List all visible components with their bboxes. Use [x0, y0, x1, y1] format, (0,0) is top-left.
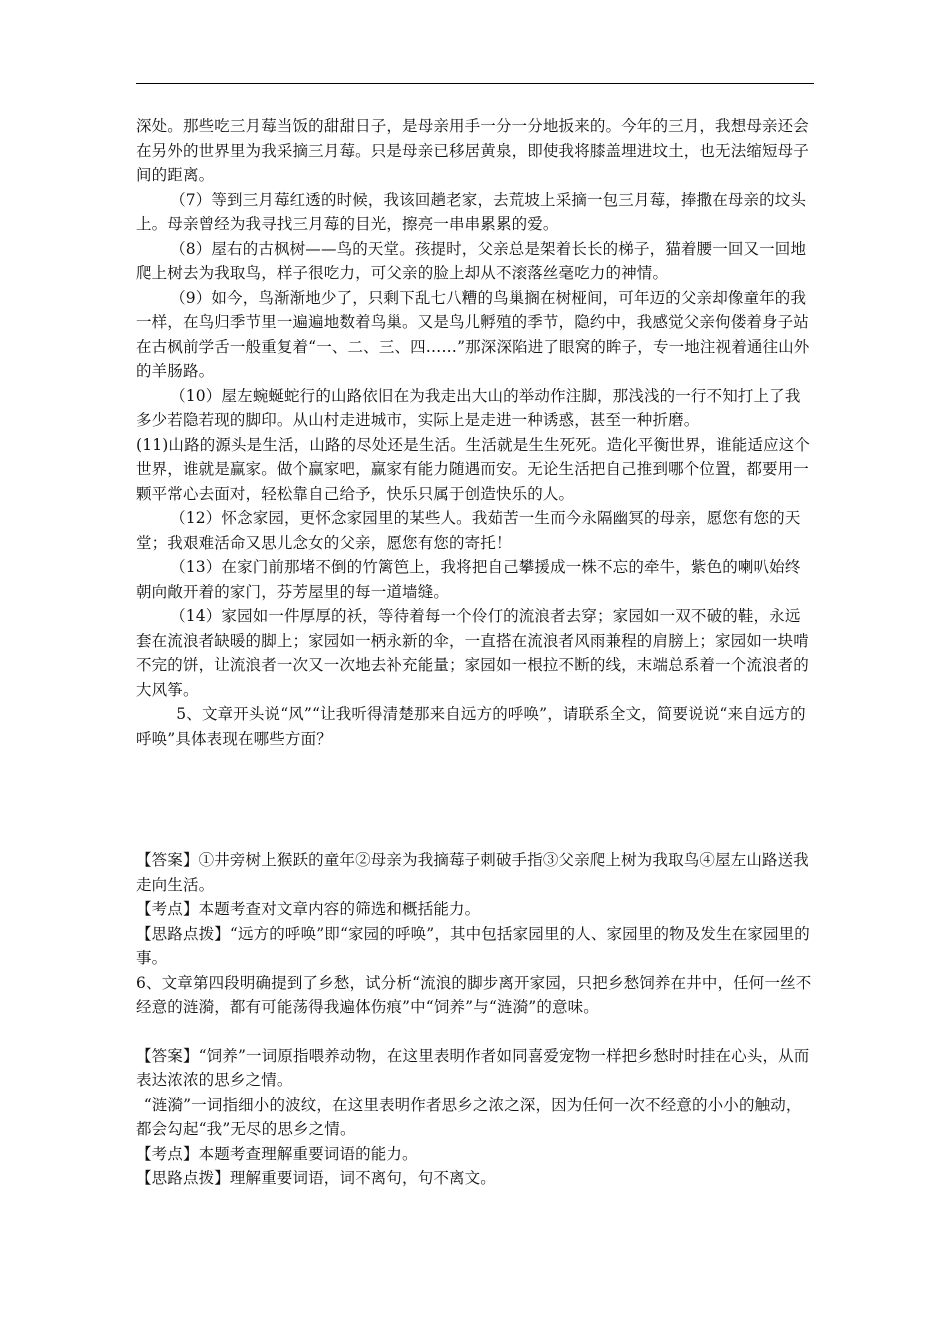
- q6-silu: 【思路点拨】理解重要词语，词不离句，句不离文。: [136, 1169, 496, 1187]
- q6-answer-2: “涟漪”一词指细小的波纹，在这里表明作者思乡之浓之深，因为任何一次不经意的小小的触动，都会勾起“我”无尽的思乡之情。: [136, 1095, 802, 1138]
- q5-kaodian: 【考点】本题考查对文章内容的筛选和概括能力。: [136, 900, 481, 918]
- answer-space: [136, 751, 816, 848]
- paragraph-13: （13）在家门前那堵不倒的竹篱笆上，我将把自己攀援成一株不忘的牵牛，紫色的喇叭始终朝向敞开着的家门，芬芳屋里的每一道墙缝。: [136, 558, 801, 601]
- paragraph-7: （7）等到三月莓红透的时候，我该回趟老家，去荒坡上采摘一包三月莓，捧撒在母亲的坟头上。母亲曾经为我寻找三月莓的目光，擦亮一串串累累的爱。: [136, 190, 807, 233]
- q6-kaodian: 【考点】本题考查理解重要词语的能力。: [136, 1144, 418, 1163]
- answer-space-2: [136, 1020, 816, 1044]
- paragraph-6-tail: 深处。那些吃三月莓当饭的甜甜日子，是母亲用手一分一分地扳来的。今年的三月，我想母亲还会在另外的世界里为我采摘三月莓。只是母亲已移居黄泉，即使我将膝盖埋进坟土，也无法缩短母子间的距离。: [136, 117, 809, 184]
- question-5: 5、文章开头说“风”“让我听得清楚那来自远方的呼唤”，请联系全文，简要说说“来自远方的呼唤”具体表现在哪些方面？: [136, 705, 806, 748]
- header-rule: [136, 83, 814, 84]
- document-body: [136, 114, 816, 1191]
- q6-answer: 【答案】“饲养”一词原指喂养动物，在这里表明作者如同喜爱宠物一样把乡愁时时挂在心头，从而表达浓浓的思乡之情。: [136, 1046, 810, 1089]
- paragraph-12: （12）怀念家园，更怀念家园里的某些人。我茹苦一生而今永隔幽冥的母亲，愿您有您的天堂；我艰难活命又思儿念女的父亲，愿您有您的寄托！: [136, 509, 801, 552]
- paragraph-11: (11)山路的源头是生活，山路的尽处还是生活。生活就是生生死死。造化平衡世界，谁能适应这个世界，谁就是赢家。做个赢家吧，赢家有能力随遇而安。无论生活把自己推到哪个位置，都要用一颗平常心去面对，轻松靠自己给予，快乐只属于创造快乐的人。: [136, 435, 811, 503]
- paragraph-14: （14）家园如一件厚厚的袄，等待着每一个伶仃的流浪者去穿；家园如一双不破的鞋，永远套在流浪者缺暖的脚上；家园如一柄永新的伞，一直搭在流浪者风雨兼程的肩膀上；家园如一块啃不完的饼，让流浪者一次又一次地去补充能量；家园如一根拉不断的线，末端总系着一个流浪者的大风筝。: [136, 607, 809, 699]
- paragraph-10: （10）屋左蜿蜒蛇行的山路依旧在为我走出大山的举动作注脚，那浅浅的一行不知打上了我多少若隐若现的脚印。从山村走进城市，实际上是走进一种诱惑，甚至一种折磨。: [136, 386, 801, 429]
- q5-silu: 【思路点拨】“远方的呼唤”即“家园的呼唤”，其中包括家园里的人、家园里的物及发生在家园里的事。: [136, 924, 810, 967]
- paragraph-8: （8）屋右的古枫树——鸟的天堂。孩提时，父亲总是架着长长的梯子，猫着腰一回又一回地爬上树去为我取鸟，样子很吃力，可父亲的脸上却从不滚落丝毫吃力的神情。: [136, 239, 807, 282]
- question-6: 6、文章第四段明确提到了乡愁，试分析“流浪的脚步离开家园，只把乡愁饲养在井中，任何一丝不经意的涟漪，都有可能荡得我遍体伤痕”中“饲养”与“涟漪”的意味。: [136, 973, 812, 1016]
- paragraph-9: （9）如今，鸟渐渐地少了，只剩下乱七八糟的鸟巢搁在树桠间，可年迈的父亲却像童年的我一样，在鸟归季节里一遍遍地数着鸟巢。又是鸟儿孵殖的季节，隐约中，我感觉父亲佝偻着身子站在古枫前学舌一般重复着“一、二、三、四……”那深深陷进了眼窝的眸子，专一地注视着通往山外的羊肠路。: [136, 288, 810, 380]
- q5-answer: 【答案】①井旁树上猴跃的童年②母亲为我摘莓子刺破手指③父亲爬上树为我取鸟④屋左山路送我走向生活。: [136, 851, 809, 894]
